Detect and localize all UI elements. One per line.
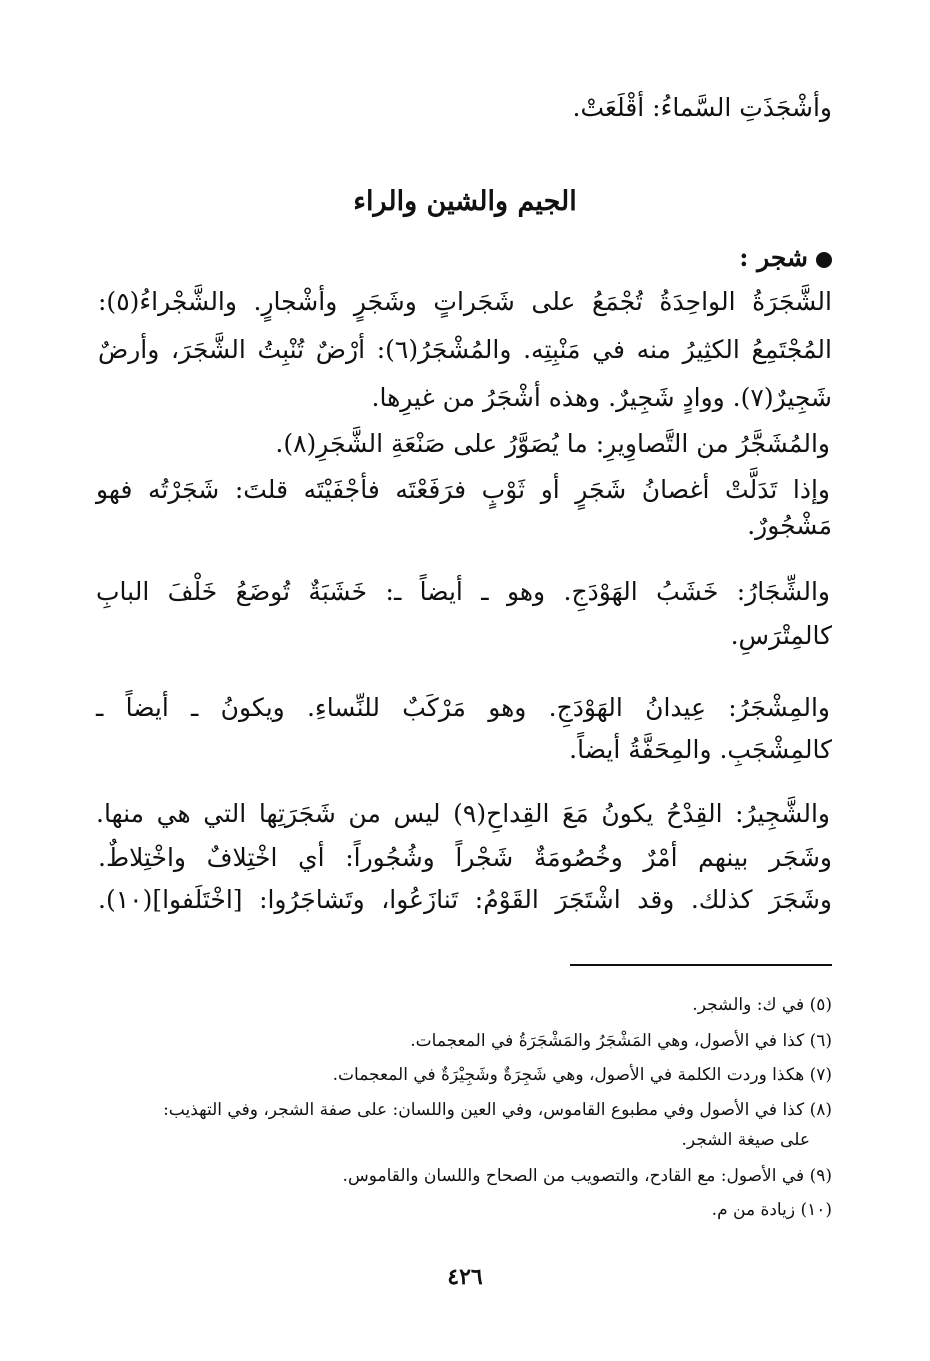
footnote-10: (١٠) زيادة من م. <box>711 1200 832 1220</box>
body-line-11: والشَّجِيرُ: القِدْحُ يكونُ مَعَ القِداحِ(٩) ليس من شَجَرَتِها التي هي منها. <box>96 799 831 828</box>
footnote-9: (٩) في الأصول: مع القادح، والتصويب من الصحاح واللسان والقاموس. <box>342 1166 832 1186</box>
footnote-7: (٧) هكذا وردت الكلمة في الأصول، وهي شَجِرَةٌ وشَجِيْرَةٌ في المعجمات. <box>332 1065 832 1085</box>
body-line-1: الشَّجَرَةُ الواحِدَةُ تُجْمَعُ على شَجَراتٍ وشَجَرٍ وأشْجارٍ. والشَّجْراءُ(٥): <box>98 287 832 316</box>
body-line-5: وإذا تَدَلَّتْ أغصانُ شَجَرٍ أو ثَوْبٍ فرَفَعْتَه فأجْفَيْتَه قلتَ: شَجَرْتُه فهو <box>96 475 830 504</box>
footnote-8: (٨) كذا في الأصول وفي مطبوع القاموس، وفي العين واللسان: على صفة الشجر، وفي التهذيب: <box>163 1100 832 1120</box>
entry-head <box>98 238 832 278</box>
body-line-8: كالمِتْرَسِ. <box>730 621 832 650</box>
body-line-2: المُجْتَمِعُ الكثِيرُ منه في مَنْبِتِه. والمُشْجَرُ(٦): أرْضٌ تُنْبِتُ الشَّجَرَ، وأرضٌ <box>98 335 832 364</box>
body-line-13: وشَجَرَ كذلك. وقد اشْتَجَرَ القَوْمُ: تَنازَعُوا، وتَشاجَرُوا: [اخْتَلَفوا](١٠). <box>98 885 832 914</box>
entry-head-label: شجر : <box>739 243 808 272</box>
section-heading: الجيم والشين والراء <box>353 186 577 217</box>
page-number: ٤٢٦ <box>447 1264 483 1290</box>
top-line: وأشْجَذَتِ السَّماءُ: أقْلَعَتْ. <box>572 93 832 122</box>
footnote-divider <box>570 964 832 966</box>
body-line-10: كالمِشْجَبِ. والمِحَفَّةُ أيضاً. <box>569 735 832 764</box>
body-line-7: والشِّجَارُ: خَشَبُ الهَوْدَجِ. وهو ـ أيضاً ـ: خَشَبَةٌ تُوضَعُ خَلْفَ البابِ <box>96 577 830 606</box>
body-line-6: مَشْجُورٌ. <box>747 511 832 540</box>
body-line-4: والمُشَجَّرُ من التَّصاوِيرِ: ما يُصَوَّرُ على صَنْعَةِ الشَّجَرِ(٨). <box>275 429 830 458</box>
footnote-5: (٥) في ك: والشجر. <box>692 995 832 1015</box>
footnote-8-continued: على صيغة الشجر. <box>681 1130 810 1150</box>
body-line-3: شَجِيرٌ(٧). ووادٍ شَجِيرٌ. وهذه أشْجَرُ من غيرِها. <box>371 383 832 412</box>
body-line-9: والمِشْجَرُ: عِيدانُ الهَوْدَجِ. وهو مَرْكَبٌ للنِّساءِ. ويكونُ ـ أيضاً ـ <box>96 693 830 722</box>
footnote-6: (٦) كذا في الأصول، وهي المَشْجَرُ والمَشْجَرَةُ في المعجمات. <box>410 1031 832 1051</box>
bullet-icon <box>816 252 832 268</box>
body-line-12: وشَجَر بينهم أمْرٌ وخُصُومَةٌ شَجْراً وشُجُوراً: أي اخْتِلافٌ واخْتِلاطٌ. <box>98 843 832 872</box>
